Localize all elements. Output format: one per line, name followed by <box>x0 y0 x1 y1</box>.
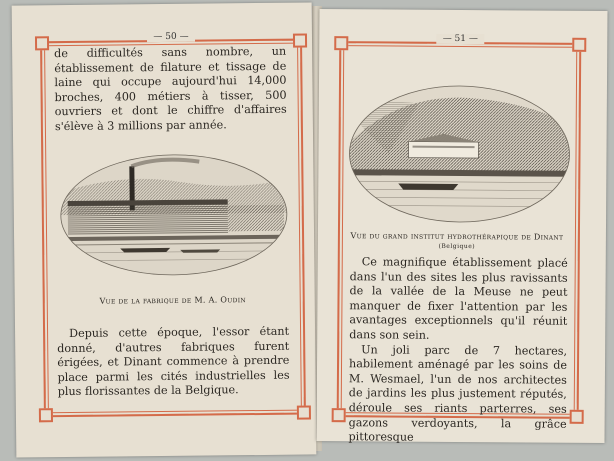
factory-caption: Vue de la fabrique de M. A. Oudin <box>99 295 246 306</box>
left-page-number-wrap <box>42 31 300 44</box>
right-page-number-wrap <box>341 33 579 45</box>
border-corner-ornament <box>570 410 584 424</box>
right-page <box>316 9 607 443</box>
right-page-number: — 51 — <box>437 34 484 44</box>
left-paragraph-bottom: Depuis cette époque, l'essor étant donné, d'autres fabriques furent érigées, et Dinant commence à prendre place parmi les cités industrielles les plus florissantes de la Belgique. <box>57 324 290 399</box>
left-paragraph-top: de difficultés sans nombre, un établissement de filature et tissage de laine qui occupe aujourd'hui 14,000 broches, 400 métiers à tisser, 500 ouvriers et dont le chiffre d'affaires s'élève à 3 millions par année. <box>54 44 287 134</box>
left-page <box>12 2 317 457</box>
left-page-number: — 50 — <box>147 32 194 42</box>
border-corner-ornament <box>297 405 311 419</box>
border-corner-ornament <box>332 408 346 422</box>
right-body-text <box>348 255 567 446</box>
border-corner-ornament <box>39 408 53 422</box>
factory-engraving <box>59 151 288 279</box>
institute-subcaption: (Belgique) <box>438 242 476 251</box>
institute-engraving <box>348 83 571 225</box>
right-paragraph-1: Ce magnifique établissement placé dans l'un des sites les plus ravissants de la vallée de la Meuse ne peut manquer de fixer l'attention par les avantages exceptionnels qu'il réunit dans son sein. <box>349 255 568 342</box>
right-paragraph-2: Un joli parc de 7 hectares, habilement aménagé par les soins de M. Wesmael, l'un de nos architectes de jardins les plus justement réputés, déroule ses riants parterres, ses gazons verdoyants, la grâce pittoresque <box>348 342 568 444</box>
institute-caption: Vue du grand institut hydrothérapique de Dinant <box>350 231 564 242</box>
